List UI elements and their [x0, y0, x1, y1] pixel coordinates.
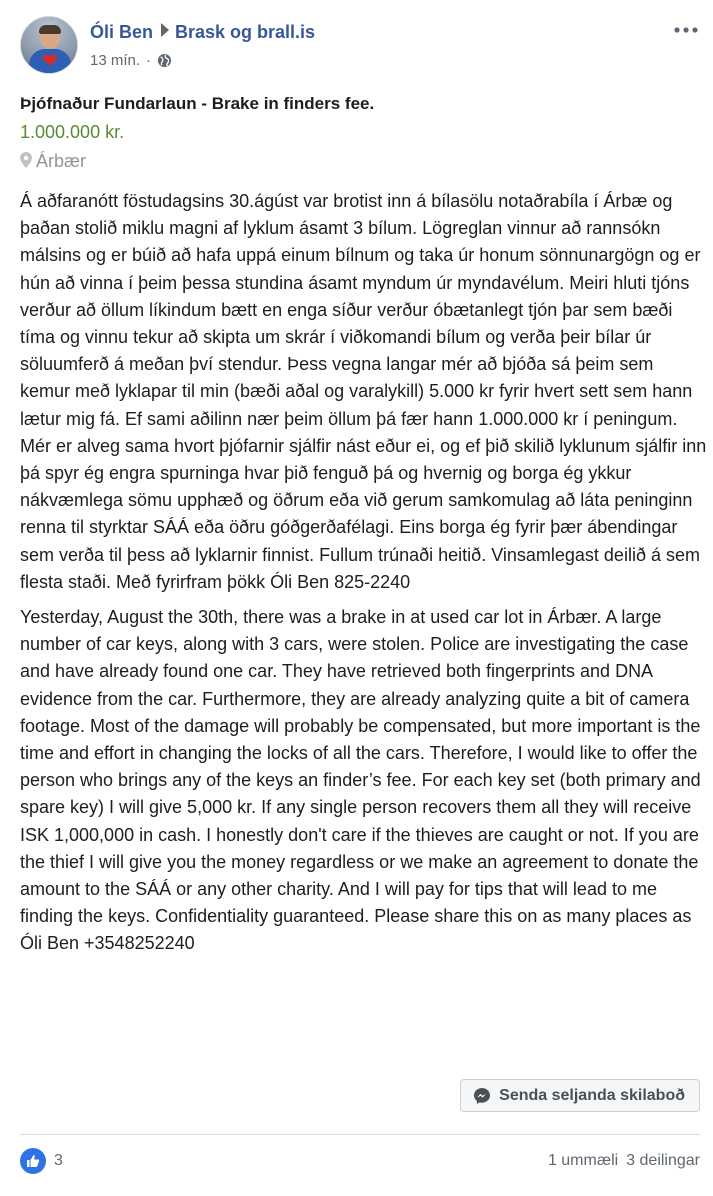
messenger-icon — [473, 1087, 491, 1105]
message-seller-button[interactable] — [460, 1079, 700, 1112]
listing-price: 1.000.000 kr. — [20, 122, 125, 142]
shares-count-link[interactable]: 3 deilingar — [626, 1152, 700, 1169]
post-text-icelandic: Á aðfaranótt föstudagsins 30.ágúst var brotist inn á bílasölu notaðrabíla í Árbæ og þaðan stolið miklu magni af lyklum ásamt 3 bílum. Lögreglan vinnur að rannsókn málsins og er búið að hafa uppá einum bílnum og taka úr honum sönnunargögn og er hún að vinna í þeim þessa stundina ásamt myndum úr myndavélum. Meiri hluti tjóns verður að öllum líkindum bætt en enga síður verður óbætanlegt tjón þar sem bæði tíma og vinnu tekur að skipta um skrár í viðkomandi bílum og verða þeir bílar úr söluumferð á meðan því stendur. Þess vegna langar mér að bjóða sá þeim sem kemur með lyklapar til min (bæði aðal og varalykill) 5.000 kr fyrir hvert sett sem hann lætur mig fá. Ef sami aðilinn nær þeim öllum þá fær hann 1.000.000 kr í peningum. Mér er alveg sama hvort þjófarnir sjálfir nást eður ei, og ef þið skilið lyklunum sjálfir inn þá spyr ég engra spurninga hvar þið fenguð þá og hvernig og borga ég ykkur nákvæmlega sömu upphæð og öðrum eða við gerum samkomulag að láta peninginn renna til styrktar SÁÁ eða öðru góðgerðafélagi. Eins borga ég fyrir þær ábendingar sem verða til þess að lyklarnir finnist. Fullum trúnaði heitið. Vinsamlegast deilið á sem flesta staði. Með fyrirfram þökk Óli Ben 825-2240 — [20, 191, 707, 592]
location-label: Árbær — [36, 151, 87, 171]
listing-location — [20, 151, 86, 172]
like-count[interactable]: 3 — [54, 1152, 63, 1169]
author-name-link[interactable]: Óli Ben — [90, 22, 154, 42]
triangle-right-icon — [161, 23, 169, 37]
like-icon[interactable] — [20, 1148, 46, 1174]
post-body — [20, 188, 708, 966]
map-pin-icon — [20, 152, 32, 168]
post-text-english: Yesterday, August the 30th, there was a brake in at used car lot in Árbær. A large number of car keys, along with 3 cars, were stolen. Police are investigating the case and have already found one car. They have retrieved both fingerprints and DNA evidence from the car. Furthermore, they are already analyzing quite a bit of camera footage. Most of the damage will probably be compensated, but more important is the time and effort in changing the locks of all the cars. Therefore, I would like to offer the person who brings any of the keys an finder’s fee. For each key set (both primary and spare key) I will give 5,000 kr. If any single person recovers them all they will receive ISK 1,000,000 in cash. I honestly don't care if the thieves are caught or not. If you are the thief I will give you the money regardless or we make an agreement to donate the amount to the SÁÁ or any other charity. And I will pay for tips that will lead to me finding the keys. Confidentiality guaranteed. Please share this on as many places as Óli Ben +3548252240 — [20, 607, 701, 954]
post-meta — [90, 52, 172, 72]
globe-icon[interactable] — [157, 53, 172, 72]
post-footer — [20, 1150, 700, 1174]
listing-title: Þjófnaður Fundarlaun - Brake in finders fee. — [20, 94, 375, 113]
post-stats — [548, 1152, 700, 1170]
group-name-link[interactable]: Brask og brall.is — [175, 22, 316, 42]
author-avatar[interactable] — [20, 16, 78, 74]
footer-divider — [20, 1134, 700, 1135]
meta-separator: · — [146, 52, 152, 69]
post-author-line — [90, 22, 315, 43]
post-timestamp[interactable]: 13 mín. — [90, 52, 141, 69]
message-seller-label: Senda seljanda skilaboð — [499, 1086, 685, 1104]
post-header — [20, 12, 700, 76]
comments-count-link[interactable]: 1 ummæli — [547, 1152, 619, 1169]
more-options-icon[interactable] — [672, 18, 700, 42]
